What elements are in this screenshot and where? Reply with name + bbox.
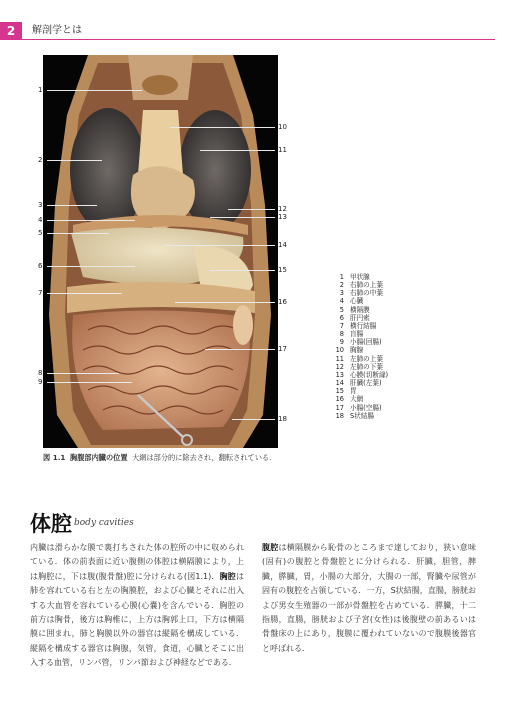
label-number: 17 [278, 345, 287, 353]
paragraph-text: は横隔膜から恥骨のところまで達しており，狭い意味(固有)の腹腔と骨盤腔とに分けられる．肝臓，胆管，脾臓，膵臓，胃，小腸の大部分，大腸の一部，腎臓や尿管が固有の腹腔を占領している．一方，S状結腸，直腸，膀胱および男女生殖器の一部が骨盤腔を占めている．膵臓，十二指腸，直腸，膀胱および子宮(女性)は後腹壁の前あるいは骨盤床の上にあり，腹膜に覆われていないので腹膜後器官と呼ばれる． [262, 543, 477, 653]
legend-item: 14 肝臓(左葉) [335, 379, 382, 388]
figure-caption [43, 452, 283, 463]
label-number: 4 [38, 216, 43, 224]
header-rule [22, 39, 495, 40]
label-number: 15 [278, 266, 287, 274]
anatomy-photo [43, 55, 278, 448]
legend-item: 17 小腸(空腸) [335, 403, 382, 412]
label-number: 9 [38, 378, 43, 386]
label-number: 7 [38, 289, 43, 297]
label-number: 2 [38, 156, 43, 164]
term-thoracic-cavity: 胸腔 [219, 571, 236, 581]
legend-item: 1 甲状腺 [339, 273, 370, 281]
label-number: 18 [278, 415, 287, 423]
label-number: 13 [278, 213, 287, 221]
label-number: 8 [38, 369, 43, 377]
label-number: 5 [38, 229, 43, 237]
section-title: 体腔 [30, 511, 72, 536]
legend-item: 3 右肺の中葉 [339, 289, 383, 298]
label-number: 12 [278, 205, 287, 213]
legend-item: 11 左肺の上葉 [335, 354, 383, 363]
label-number: 10 [278, 123, 287, 131]
paragraph-text: は肺を容れている右と左の胸膜腔，および心臓とそれに出入する大血管を容れている心膜(心嚢)を含んでいる．胸腔の前方は胸骨，後方は胸椎に，上方は胸郭上口，下方は横隔膜に囲まれ，肺と胸膜以外の器官は縦隔を構成している．縦隔を構成する器官は胸腺，気管，食道，心臓とそこに出入する血管，リンパ管，リンパ節および神経などである． [30, 571, 244, 668]
legend-item: 12 左肺の下葉 [335, 362, 383, 371]
term-abdominal-cavity: 腹腔 [262, 543, 279, 552]
figure-title: 胸腹部内臓の位置 [70, 453, 128, 462]
paragraph-text: 内臓は滑らかな膜で裏打ちされた体の腔所の中に収められている．体の前表面に近い腹側の体腔は横隔膜により，上は胸腔に，下は腹(腹骨盤)腔に分けられる(図1.1)． [30, 543, 244, 581]
legend-item: 8 盲腸 [339, 330, 364, 339]
legend-item: 15 胃 [335, 387, 357, 396]
body-column-right [262, 541, 476, 656]
section-subtitle: body cavities [74, 518, 134, 528]
chapter-title: 解剖学とは [32, 25, 82, 36]
page-header [0, 22, 509, 40]
legend-item: 6 肝円索 [339, 313, 370, 322]
label-number: 16 [278, 298, 287, 306]
label-number: 3 [38, 201, 43, 209]
legend-item: 16 大網 [335, 395, 364, 404]
legend-item: 2 右肺の上葉 [339, 281, 383, 290]
label-number: 14 [278, 241, 287, 249]
legend-item: 7 横行結腸 [339, 321, 377, 330]
legend-item: 5 横隔膜 [339, 305, 370, 314]
page-number: 2 [0, 22, 22, 40]
legend-item: 4 心臓 [339, 297, 364, 306]
legend-item: 10 胸腺 [335, 346, 364, 355]
figure-label: 図 1.1 [43, 453, 66, 462]
legend-item: 18 S状結腸 [335, 411, 374, 420]
label-number: 1 [38, 86, 43, 94]
figure-legend [334, 273, 388, 420]
legend-item: 13 心膜(切断縁) [335, 370, 389, 379]
figure-caption-text: 大網は部分的に除去され，翻転されている. [132, 453, 272, 462]
body-column-left [30, 541, 244, 671]
label-number: 11 [278, 146, 287, 154]
label-number: 6 [38, 262, 43, 270]
legend-item: 9 小腸(回腸) [339, 338, 382, 347]
anatomy-illustration [43, 55, 278, 448]
